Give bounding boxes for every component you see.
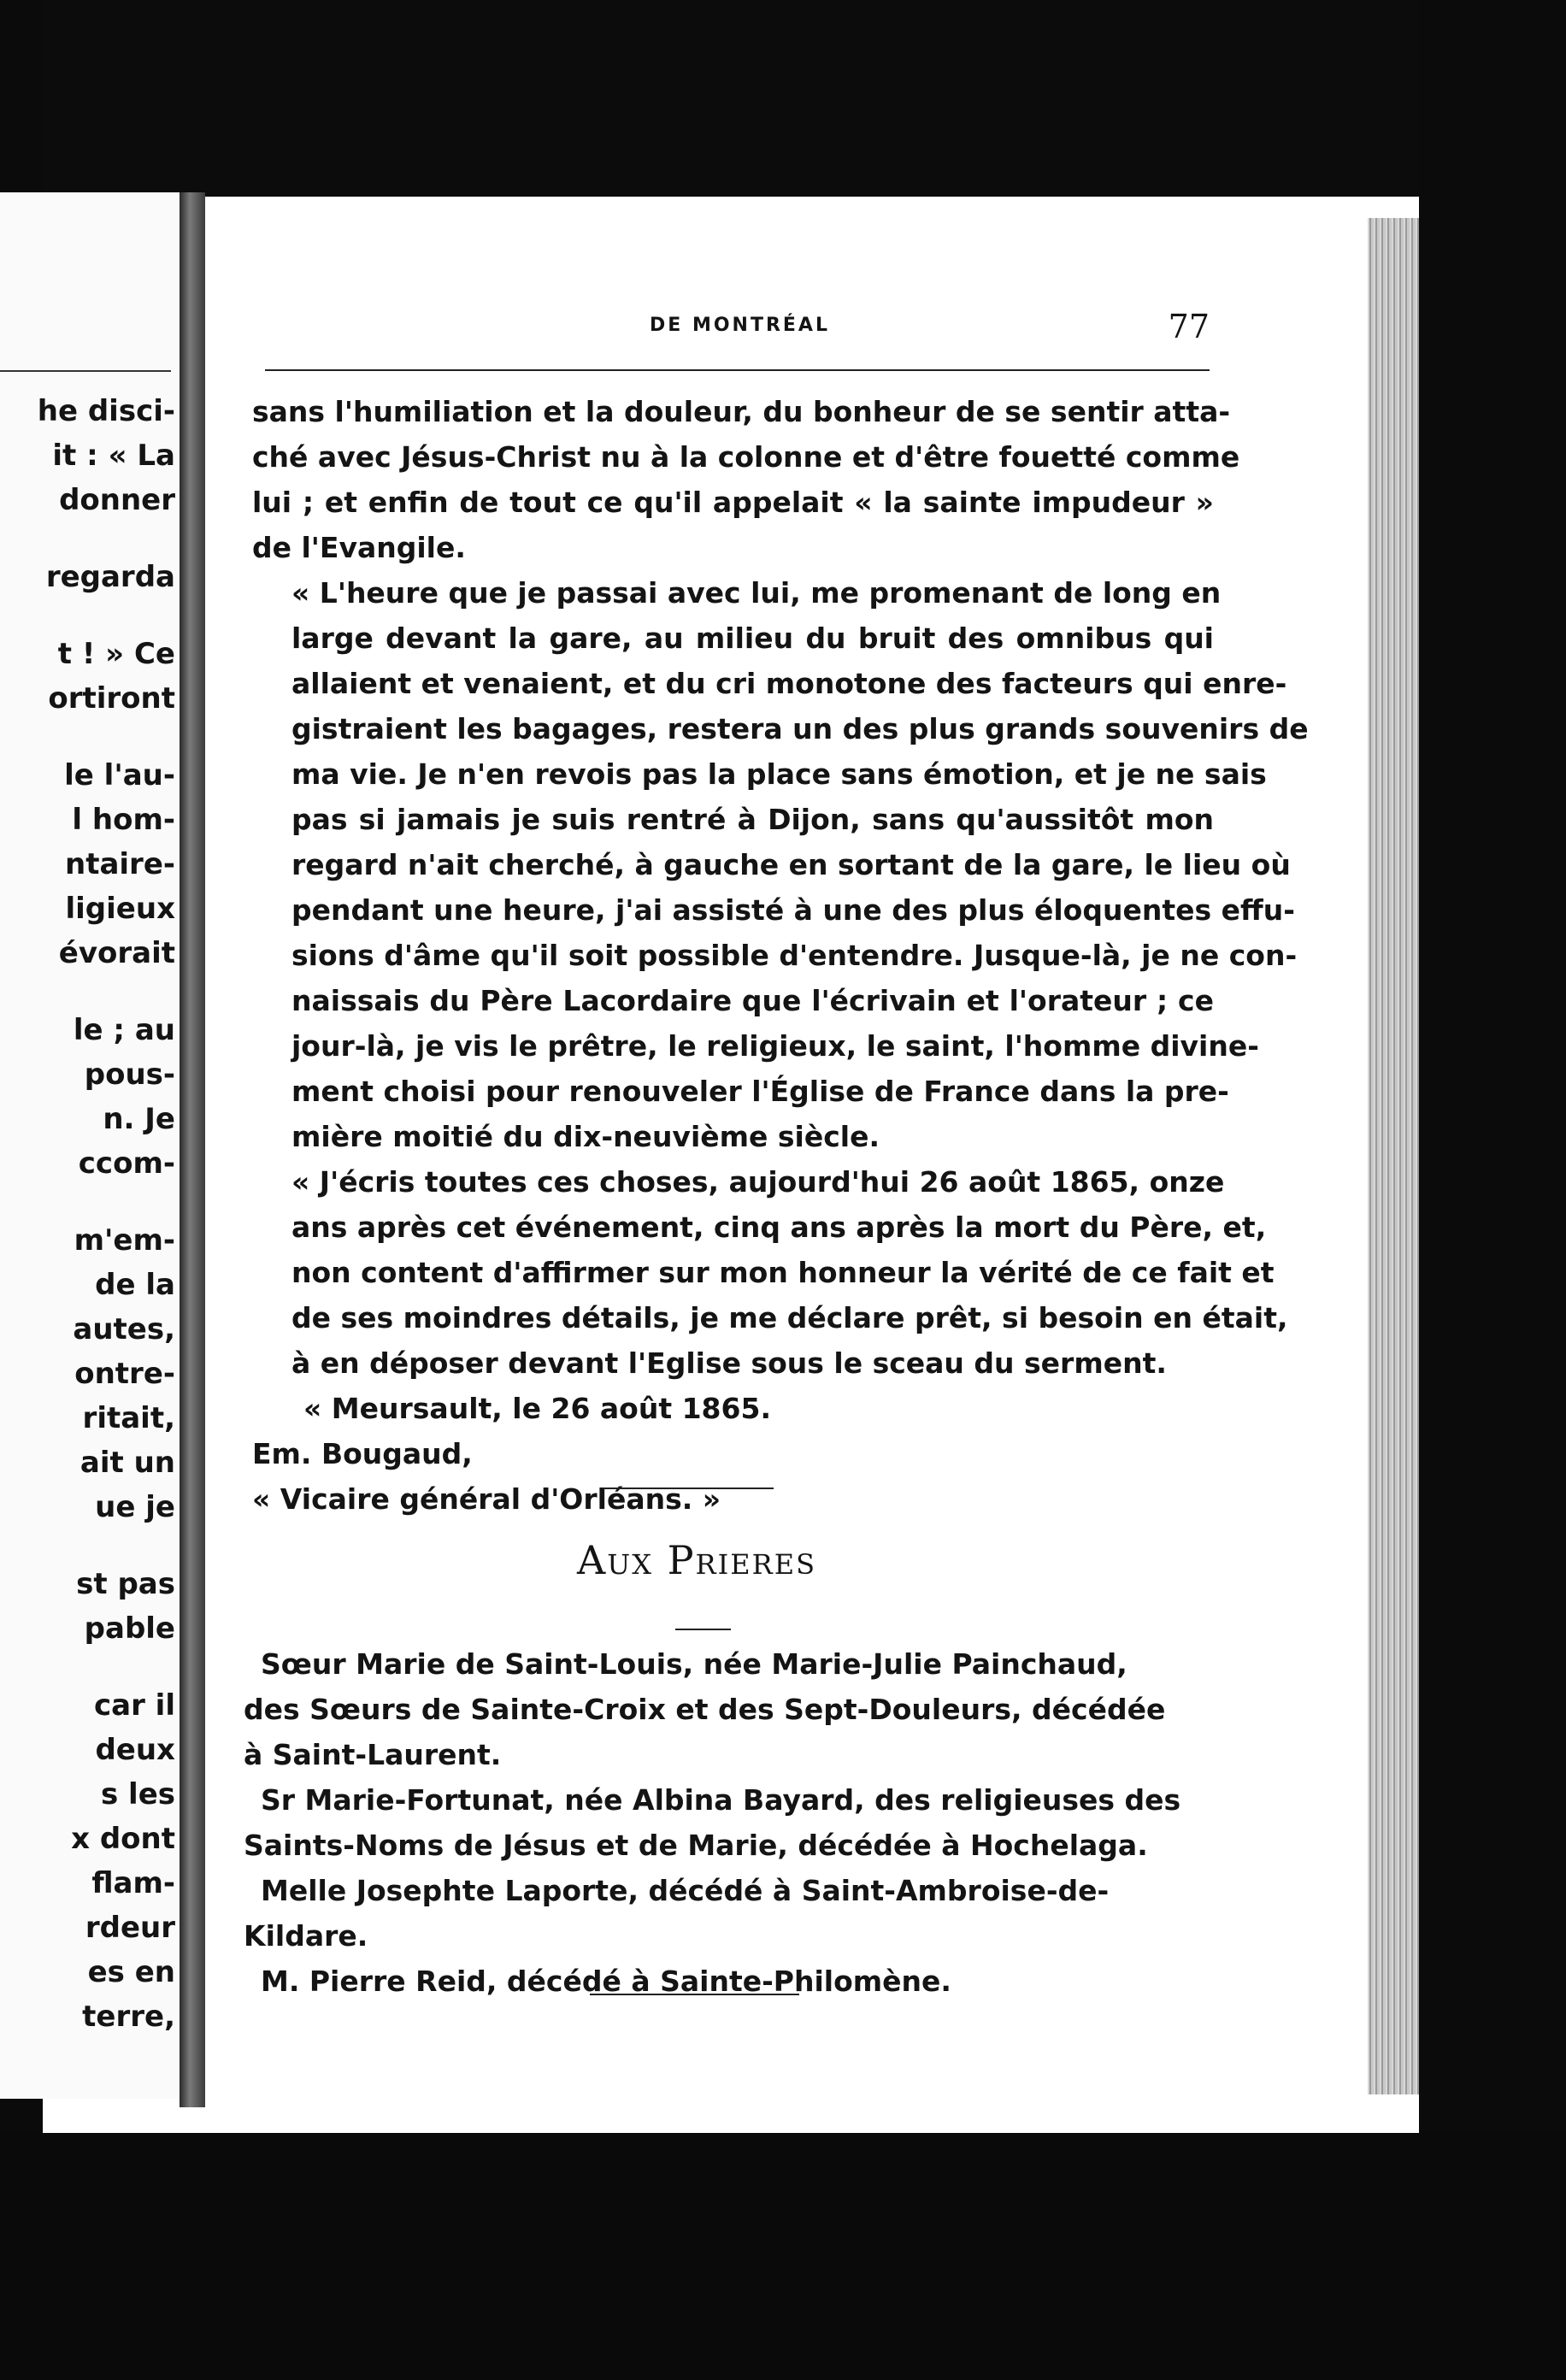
paragraph-1	[252, 389, 1240, 570]
previous-page-line: flam-	[91, 1866, 175, 1900]
previous-page-line: s les	[100, 1777, 175, 1812]
page-stack-edge	[1368, 218, 1419, 2094]
previous-page-line: st pas	[76, 1567, 175, 1601]
text-line: large devant la gare, au milieu du bruit des omnibus qui	[291, 622, 1214, 655]
previous-page-header-rule	[0, 370, 171, 372]
text-line: ché avec Jésus-Christ nu à la colonne et d'être fouetté comme	[252, 440, 1240, 474]
previous-page-line: car il	[93, 1688, 175, 1723]
previous-page-line: rdeur	[85, 1911, 175, 1945]
page-number: 77	[1168, 308, 1210, 345]
previous-page-line: ontre-	[74, 1357, 175, 1391]
scan-border-top	[0, 0, 1566, 197]
previous-page-line: he disci-	[37, 394, 175, 428]
running-title: DE MONTRÉAL	[650, 315, 830, 336]
text-line: non content d'affirmer sur mon honneur la vérité de ce fait et	[291, 1256, 1275, 1289]
text-line: lui ; et enfin de tout ce qu'il appelait « la sainte impudeur »	[252, 486, 1214, 519]
text-line: à en déposer devant l'Eglise sous le sceau du serment.	[291, 1346, 1167, 1380]
previous-page-line	[38, 975, 175, 1008]
scan-border-right	[1419, 0, 1566, 2380]
header-rule	[265, 369, 1210, 371]
previous-page-line: pable	[84, 1611, 175, 1646]
paragraph-3	[252, 1159, 1288, 1386]
previous-page-line: ritait,	[82, 1401, 175, 1435]
title-underline	[675, 1629, 731, 1630]
previous-page-line: n. Je	[103, 1102, 175, 1136]
text-line: ans après cet événement, cinq ans après la mort du Père, et,	[291, 1211, 1267, 1244]
text-line: naissais du Père Lacordaire que l'écrivain et l'orateur ; ce	[291, 984, 1214, 1017]
text-line: sans l'humiliation et la douleur, du bonheur de se sentir atta-	[252, 395, 1231, 428]
previous-page-line: ccom-	[78, 1146, 175, 1181]
previous-page-line: es en	[87, 1955, 175, 1989]
previous-page-line: de la	[95, 1268, 175, 1302]
previous-page-line	[38, 599, 175, 632]
previous-page-line	[38, 1651, 175, 1683]
section-title: Aux Prieres	[577, 1537, 817, 1583]
text-line: gistraient les bagages, restera un des plus grands souvenirs de	[291, 712, 1309, 745]
section-separator-rule	[603, 1488, 774, 1489]
main-text	[252, 389, 1309, 1522]
previous-page-line: l hom-	[72, 803, 175, 837]
text-line: jour-là, je vis le prêtre, le religieux, le saint, l'homme divine-	[291, 1029, 1259, 1063]
previous-page-line	[38, 721, 175, 753]
paragraph-2	[252, 570, 1309, 1159]
previous-page-line: ait un	[79, 1446, 175, 1480]
text-line: ment choisi pour renouveler l'Église de France dans la pre-	[291, 1075, 1229, 1108]
text-line: regard n'ait cherché, à gauche en sortant de la gare, le lieu où	[291, 848, 1291, 881]
previous-page-line: regarda	[45, 560, 175, 594]
previous-page-line: x dont	[71, 1822, 175, 1856]
prayer-item: M. Pierre Reid, décédé à Sainte-Philomène.	[261, 1965, 951, 1998]
signature-name	[252, 1431, 1214, 1476]
previous-page-line	[38, 1529, 175, 1562]
previous-page-lines	[38, 389, 175, 2039]
previous-page-line	[38, 1186, 175, 1218]
text-line: de ses moindres détails, je me déclare prêt, si besoin en était,	[291, 1301, 1288, 1334]
previous-page-line: deux	[95, 1733, 175, 1767]
previous-page-line: le l'au-	[64, 758, 175, 792]
previous-page-line	[38, 522, 175, 555]
text-line: « L'heure que je passai avec lui, me promenant de long en	[291, 576, 1222, 610]
text-line: pendant une heure, j'ai assisté à une des plus éloquentes effu-	[291, 893, 1295, 927]
previous-page-line: le ; au	[73, 1013, 175, 1047]
text-line: mière moitié du dix-neuvième siècle.	[291, 1120, 880, 1153]
previous-page-line: pous-	[84, 1057, 175, 1092]
text-line: ma vie. Je n'en revois pas la place sans émotion, et je ne sais	[291, 757, 1267, 791]
text-line: sions d'âme qu'il soit possible d'entendre. Jusque-là, je ne con-	[291, 939, 1298, 972]
prayer-item: Sœur Marie de Saint-Louis, née Marie-Julie Painchaud, des Sœurs de Sainte-Croix et des Sept-Douleurs, décédée à Saint-Laurent.	[244, 1647, 1166, 1771]
previous-page-fragment	[0, 192, 192, 2099]
book-gutter	[180, 192, 205, 2107]
previous-page-line: t ! » Ce	[57, 637, 175, 671]
previous-page-line: ntaire-	[65, 847, 175, 881]
previous-page-line: ortiront	[48, 681, 175, 716]
previous-page-line: m'em-	[74, 1223, 175, 1258]
previous-page-line: it : « La	[52, 439, 175, 473]
signature-name-text: Em. Bougaud,	[252, 1437, 473, 1470]
date-line: « Meursault, le 26 août 1865.	[303, 1392, 771, 1425]
previous-page-line: ligieux	[65, 892, 175, 926]
previous-page-line: ue je	[95, 1490, 175, 1524]
previous-page-line: donner	[59, 483, 175, 517]
page-header	[256, 308, 1210, 359]
text-line: allaient et venaient, et du cri monotone des facteurs qui enre-	[291, 667, 1287, 700]
text-line: de l'Evangile.	[252, 531, 466, 564]
prayers-list	[244, 1641, 1184, 2004]
previous-page-line: terre,	[82, 2000, 175, 2034]
text-line: pas si jamais je suis rentré à Dijon, sans qu'aussitôt mon	[291, 803, 1214, 836]
prayer-item: Melle Josephte Laporte, décédé à Saint-Ambroise-de-Kildare.	[244, 1874, 1110, 1953]
signature-title: « Vicaire général d'Orléans. »	[252, 1482, 721, 1516]
previous-page-line: évorait	[58, 936, 175, 970]
end-rule	[590, 1994, 799, 1995]
prayer-item: Sr Marie-Fortunat, née Albina Bayard, des religieuses des Saints-Noms de Jésus et de Marie, décédée à Hochelaga.	[244, 1783, 1181, 1862]
scan-border-bottom	[0, 2133, 1566, 2380]
text-line: « J'écris toutes ces choses, aujourd'hui 26 août 1865, onze	[291, 1165, 1225, 1199]
previous-page-line: autes,	[73, 1312, 175, 1346]
